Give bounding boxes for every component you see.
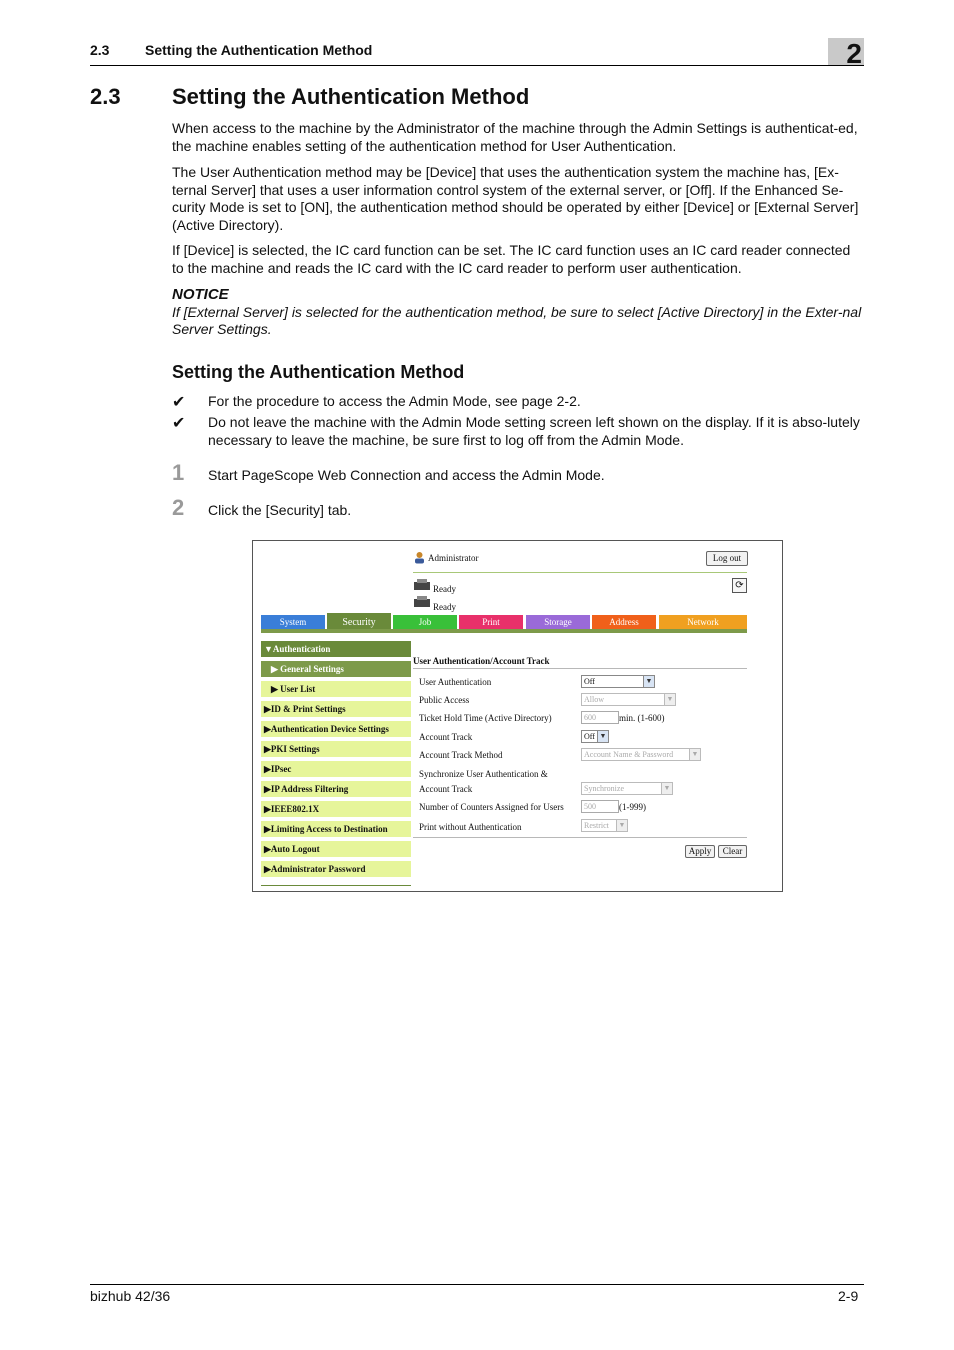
footer-rule — [90, 1284, 864, 1285]
sidebar-item-user-list[interactable]: ▶ User List — [261, 681, 411, 697]
paragraph-methods: The User Authentication method may be [Device] that uses the authentication system the machine has, [Ex-ternal Server] that uses a user information control system of the external server, or [Off]. If the Enhanced Se-curity Mode is set to [ON], the authentication method should be operated by either [Device] or [External Server] (Active Directory). — [172, 164, 859, 233]
subheading: Setting the Authentication Method — [172, 362, 465, 382]
sidebar-item-administrator-password[interactable]: ▶Administrator Password — [261, 861, 411, 877]
printer-icon — [413, 579, 431, 591]
label-synchronize-line-1: Synchronize User Authentication & — [419, 769, 548, 779]
sidebar-item-general-settings[interactable]: ▶ General Settings — [261, 661, 411, 677]
sidebar-item-limiting-access[interactable]: ▶Limiting Access to Destination — [261, 821, 411, 837]
check-item-text: For the procedure to access the Admin Mode, see page 2-2. — [208, 393, 581, 409]
header-section-title: Setting the Authentication Method — [145, 42, 373, 58]
account-track-select[interactable]: Off ▼ — [581, 730, 609, 743]
tab-address[interactable]: Address — [592, 615, 656, 629]
form-title: User Authentication/Account Track — [413, 656, 550, 666]
tab-storage[interactable]: Storage — [526, 615, 590, 629]
section-number: 2.3 — [90, 84, 121, 109]
header-section-number: 2.3 — [90, 42, 110, 58]
paragraph-ic-card: If [Device] is selected, the IC card function can be set. The IC card function uses an IC card reader connected to the machine and reads the IC card with the IC card reader to perform user authentication. — [172, 242, 851, 276]
sidebar-item-pki-settings[interactable]: ▶PKI Settings — [261, 741, 411, 757]
footer-product: bizhub 42/36 — [90, 1288, 171, 1304]
status-ready-1: Ready — [433, 584, 456, 594]
sidebar-item-authentication-device-settings[interactable]: ▶Authentication Device Settings — [261, 721, 411, 737]
printer-icon — [413, 596, 431, 608]
tab-underline — [261, 629, 747, 633]
label-number-of-counters: Number of Counters Assigned for Users — [419, 802, 564, 812]
label-user-authentication: User Authentication — [419, 677, 492, 687]
administrator-label: Administrator — [428, 553, 479, 563]
logout-button[interactable]: Log out — [706, 551, 748, 566]
chevron-down-icon: ▼ — [689, 749, 700, 760]
check-item-text: Do not leave the machine with the Admin Mode setting screen left shown on the display. If it is abso-lutely necessary to leave the machine, be sure first to log off from the Admin Mode. — [208, 414, 860, 448]
synchronize-select[interactable]: Synchronize ▼ — [581, 782, 673, 795]
header-divider — [413, 572, 747, 573]
sidebar-item-id-print-settings[interactable]: ▶ID & Print Settings — [261, 701, 411, 717]
step-number: 2 — [172, 495, 185, 520]
check-icon: ✔ — [172, 415, 186, 432]
tab-job[interactable]: Job — [393, 615, 457, 629]
step-number: 1 — [172, 460, 185, 485]
number-of-counters-input[interactable]: 500 — [581, 800, 619, 813]
header-rule — [90, 65, 864, 66]
paragraph-intro: When access to the machine by the Administrator of the machine through the Admin Settings is authenticat-ed, the machine enables setting of the authentication method for User Authentication. — [172, 120, 858, 154]
refresh-icon[interactable]: ⟳ — [732, 578, 747, 593]
chevron-down-icon: ▼ — [664, 694, 675, 705]
sidebar-item-ipsec[interactable]: ▶IPsec — [261, 761, 411, 777]
chevron-down-icon: ▼ — [616, 820, 627, 831]
notice-title: NOTICE — [172, 286, 229, 303]
ticket-hold-unit: min. (1-600) — [619, 713, 665, 723]
label-account-track-method: Account Track Method — [419, 750, 503, 760]
status-ready-2: Ready — [433, 602, 456, 612]
sidebar-item-auto-logout[interactable]: ▶Auto Logout — [261, 841, 411, 857]
tab-network[interactable]: Network — [659, 615, 747, 629]
sidebar-item-ip-address-filtering[interactable]: ▶IP Address Filtering — [261, 781, 411, 797]
administrator-icon — [413, 551, 426, 564]
label-public-access: Public Access — [419, 695, 470, 705]
form-bottom-rule — [413, 837, 747, 838]
chapter-number: 2 — [828, 38, 864, 66]
label-ticket-hold-time: Ticket Hold Time (Active Directory) — [419, 713, 552, 723]
label-synchronize-line-2: Account Track — [419, 784, 473, 794]
tab-print[interactable]: Print — [459, 615, 523, 629]
check-icon: ✔ — [172, 394, 186, 411]
step-text: Click the [Security] tab. — [208, 502, 352, 518]
tab-security[interactable]: Security — [327, 613, 391, 631]
label-print-without-authentication: Print without Authentication — [419, 822, 522, 832]
print-without-authentication-select[interactable]: Restrict ▼ — [581, 819, 628, 832]
public-access-select[interactable]: Allow ▼ — [581, 693, 676, 706]
sidebar-item-authentication[interactable]: ▼Authentication — [261, 641, 411, 657]
apply-button[interactable]: Apply — [685, 845, 715, 858]
number-of-counters-unit: (1-999) — [619, 802, 646, 812]
section-title: Setting the Authentication Method — [172, 84, 530, 109]
form-top-rule — [413, 668, 747, 669]
account-track-method-select[interactable]: Account Name & Password ▼ — [581, 748, 701, 761]
web-connection-screenshot — [252, 540, 783, 892]
label-account-track: Account Track — [419, 732, 473, 742]
notice-body: If [External Server] is selected for the authentication method, be sure to select [Active Directory] in the Exter-nal Server Settings. — [172, 304, 862, 337]
chevron-down-icon: ▼ — [643, 676, 654, 687]
sidebar-item-ieee8021x[interactable]: ▶IEEE802.1X — [261, 801, 411, 817]
footer-page-number: 2-9 — [838, 1288, 859, 1304]
clear-button[interactable]: Clear — [718, 845, 747, 858]
step-text: Start PageScope Web Connection and access the Admin Mode. — [208, 467, 605, 483]
chevron-down-icon: ▼ — [597, 731, 608, 742]
user-authentication-select[interactable]: Off ▼ — [581, 675, 655, 688]
ticket-hold-time-input[interactable]: 600 — [581, 711, 619, 724]
tab-system[interactable]: System — [261, 615, 325, 629]
chevron-down-icon: ▼ — [661, 783, 672, 794]
sidebar-bottom-rule — [261, 885, 411, 886]
